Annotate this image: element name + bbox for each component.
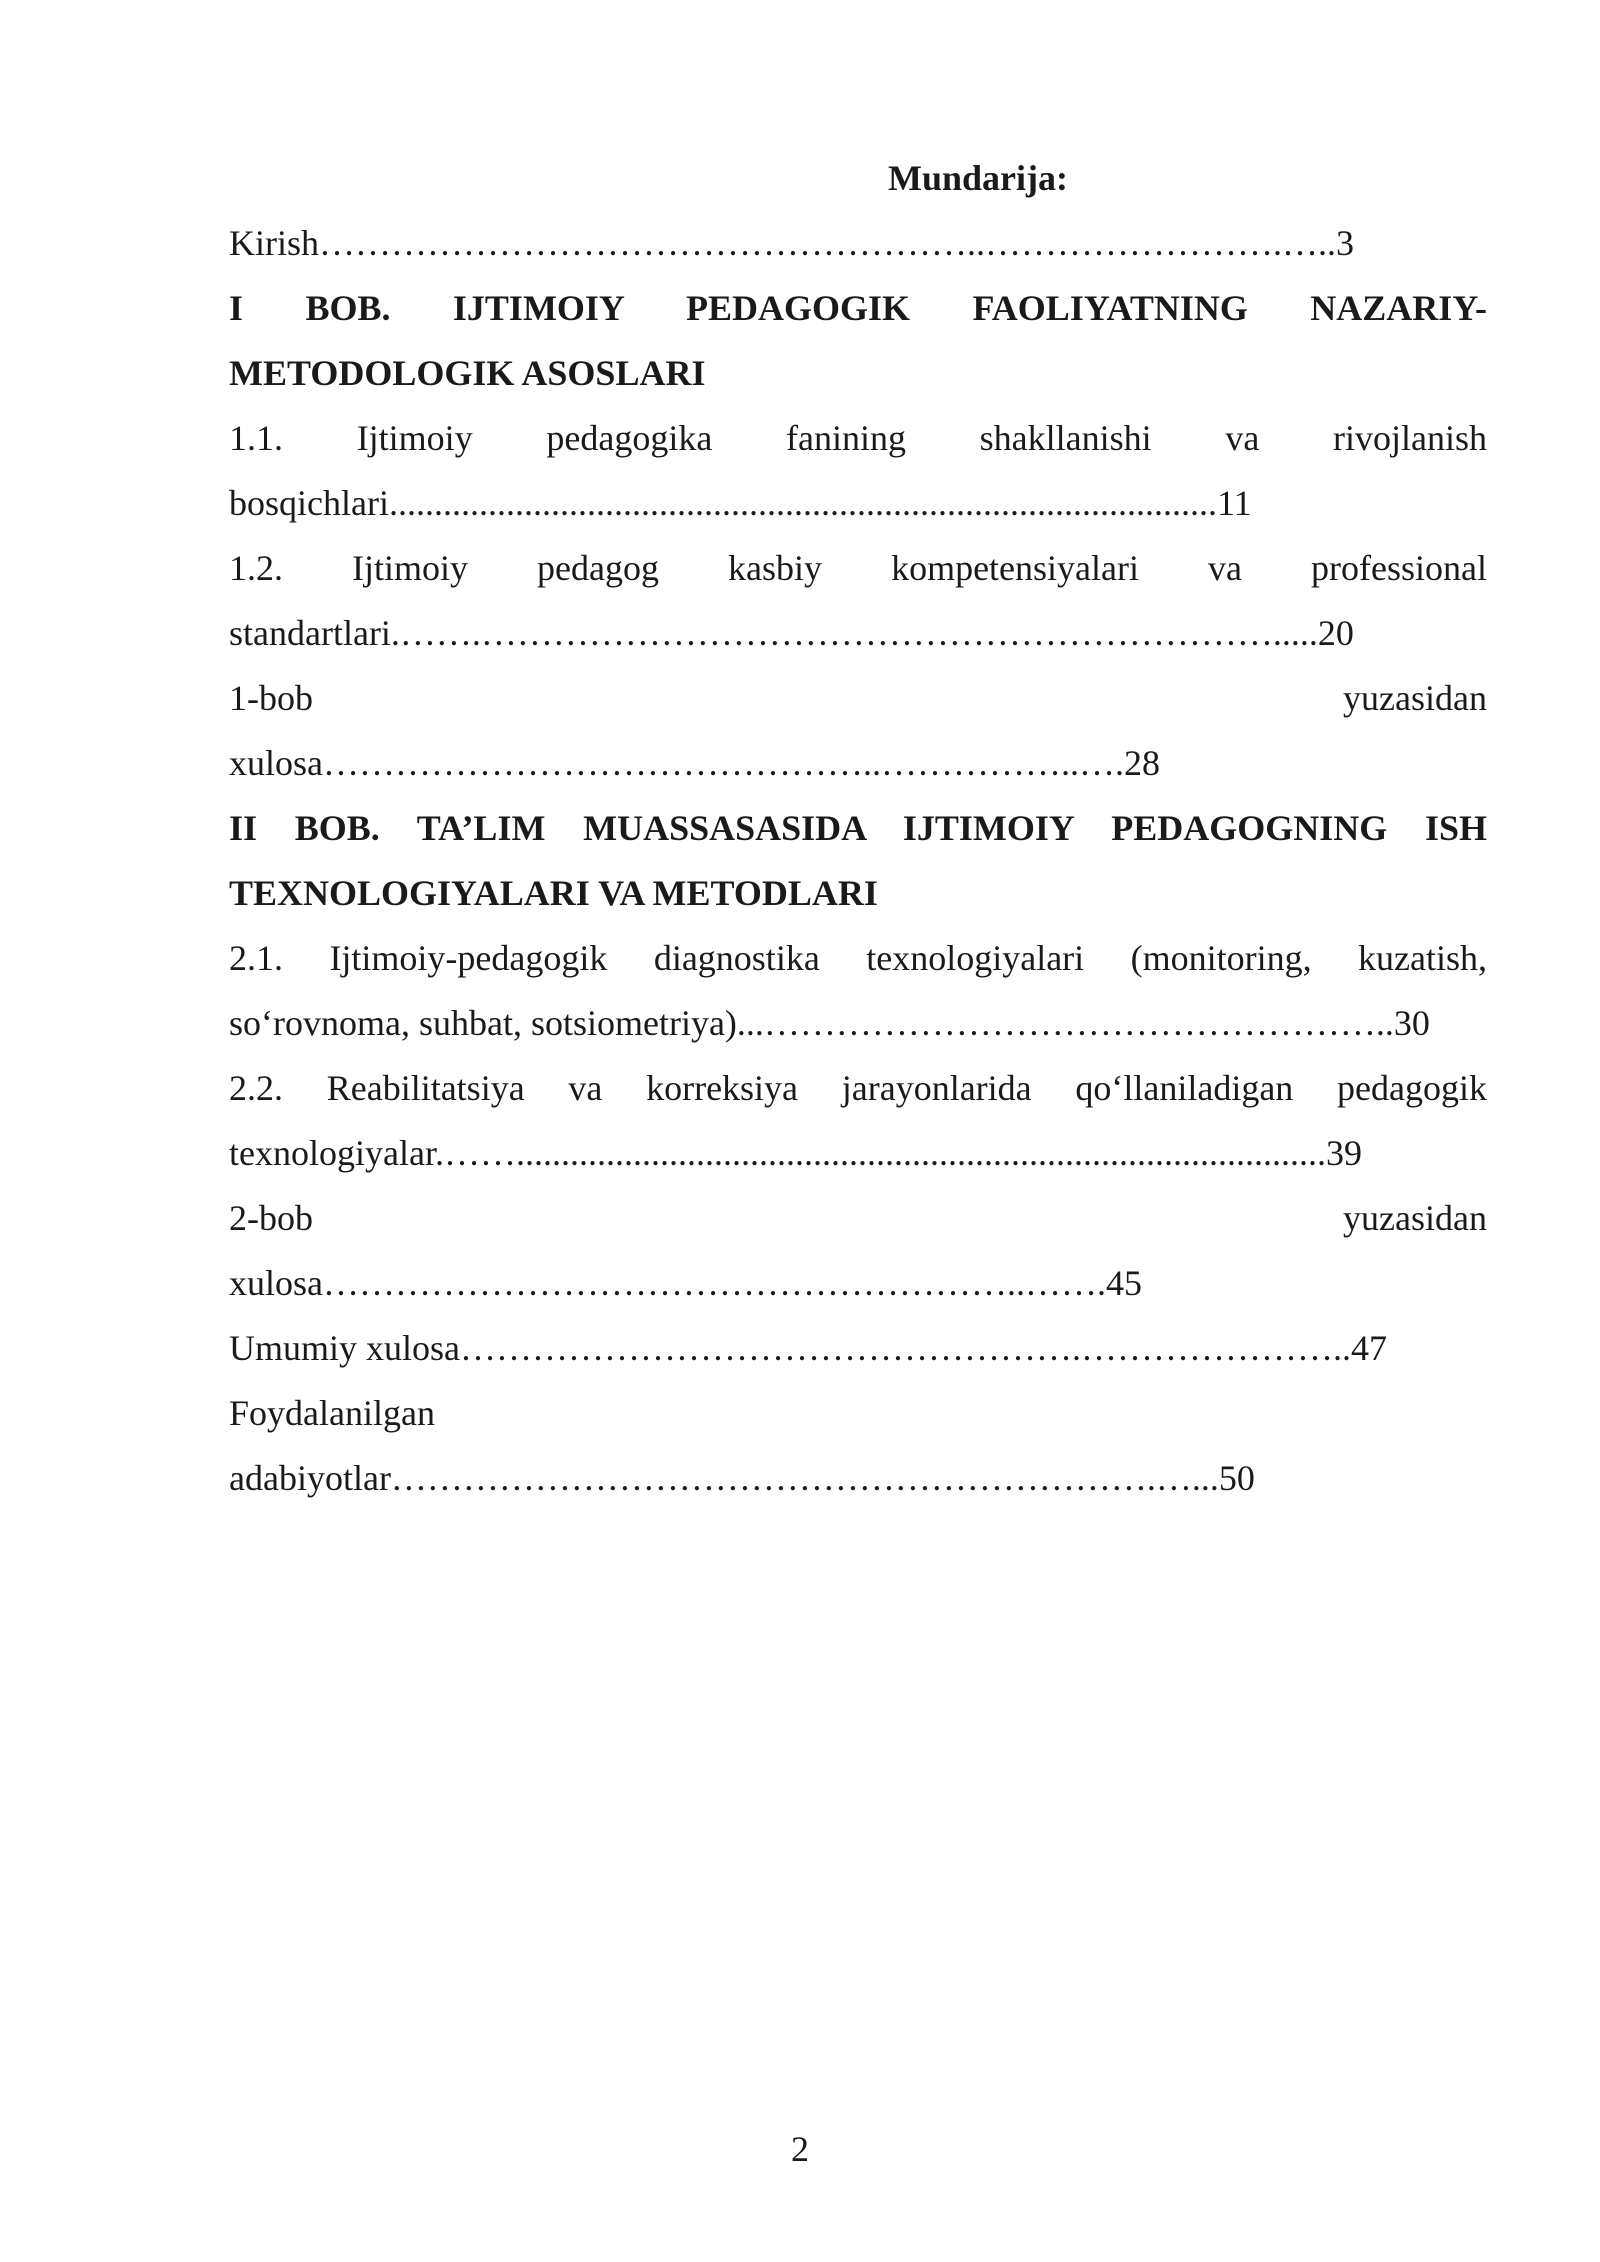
toc-chapter-1-heading-cont: METODOLOGIK ASOSLARI (229, 353, 706, 393)
toc-chapter-1-summary: 1-bob yuzasidan (229, 678, 1487, 718)
toc-section-2-2: 2.2. Reabilitatsiya va korreksiya jarayonlarida qo‘llaniladigan pedagogik (229, 1068, 1487, 1108)
toc-section-2-1-cont: so‘rovnoma, suhbat, sotsiometriya)...……………………………………………..30 (229, 1003, 1430, 1043)
toc-section-2-2-cont: texnologiyalar.……..........................................................................................39 (229, 1133, 1362, 1173)
toc-section-1-2-cont: standartlari.…….………………………………………………………….....20 (229, 613, 1354, 653)
toc-line-kirish: Kirish………………………………………………..…………………….…..3 (229, 223, 1354, 263)
toc-chapter-1-heading: I BOB. IJTIMOIY PEDAGOGIK FAOLIYATNING NAZARIY- (229, 288, 1487, 328)
toc-chapter-2-summary: 2-bob yuzasidan (229, 1198, 1487, 1238)
toc-chapter-2-heading-cont: TEXNOLOGIYALARI VA METODLARI (229, 873, 878, 913)
toc-section-1-2: 1.2. Ijtimoiy pedagog kasbiy kompetensiyalari va professional (229, 548, 1487, 588)
toc-title: Mundarija: (888, 158, 1068, 198)
toc-section-2-1: 2.1. Ijtimoiy-pedagogik diagnostika texnologiyalari (monitoring, kuzatish, (229, 938, 1487, 978)
toc-chapter-1-summary-cont: xulosa………………………………………..……………..….28 (229, 743, 1160, 783)
toc-section-1-1-cont: bosqichlari............................................................................................11 (229, 483, 1252, 523)
page-number: 2 (791, 2129, 809, 2169)
toc-references: Foydalanilgan (229, 1393, 435, 1433)
toc-section-1-1: 1.1. Ijtimoiy pedagogika fanining shakllanishi va rivojlanish (229, 418, 1487, 458)
toc-chapter-2-heading: II BOB. TA’LIM MUASSASASIDA IJTIMOIY PEDAGOGNING ISH (229, 808, 1487, 848)
toc-references-cont: adabiyotlar……………………………………………………….…...50 (229, 1458, 1255, 1498)
table-of-contents (229, 146, 1487, 1511)
toc-chapter-2-summary-cont: xulosa…………………………………………………..…….45 (229, 1263, 1142, 1303)
toc-general-conclusion: Umumiy xulosa…………………………………………….…………………..47 (229, 1328, 1387, 1368)
